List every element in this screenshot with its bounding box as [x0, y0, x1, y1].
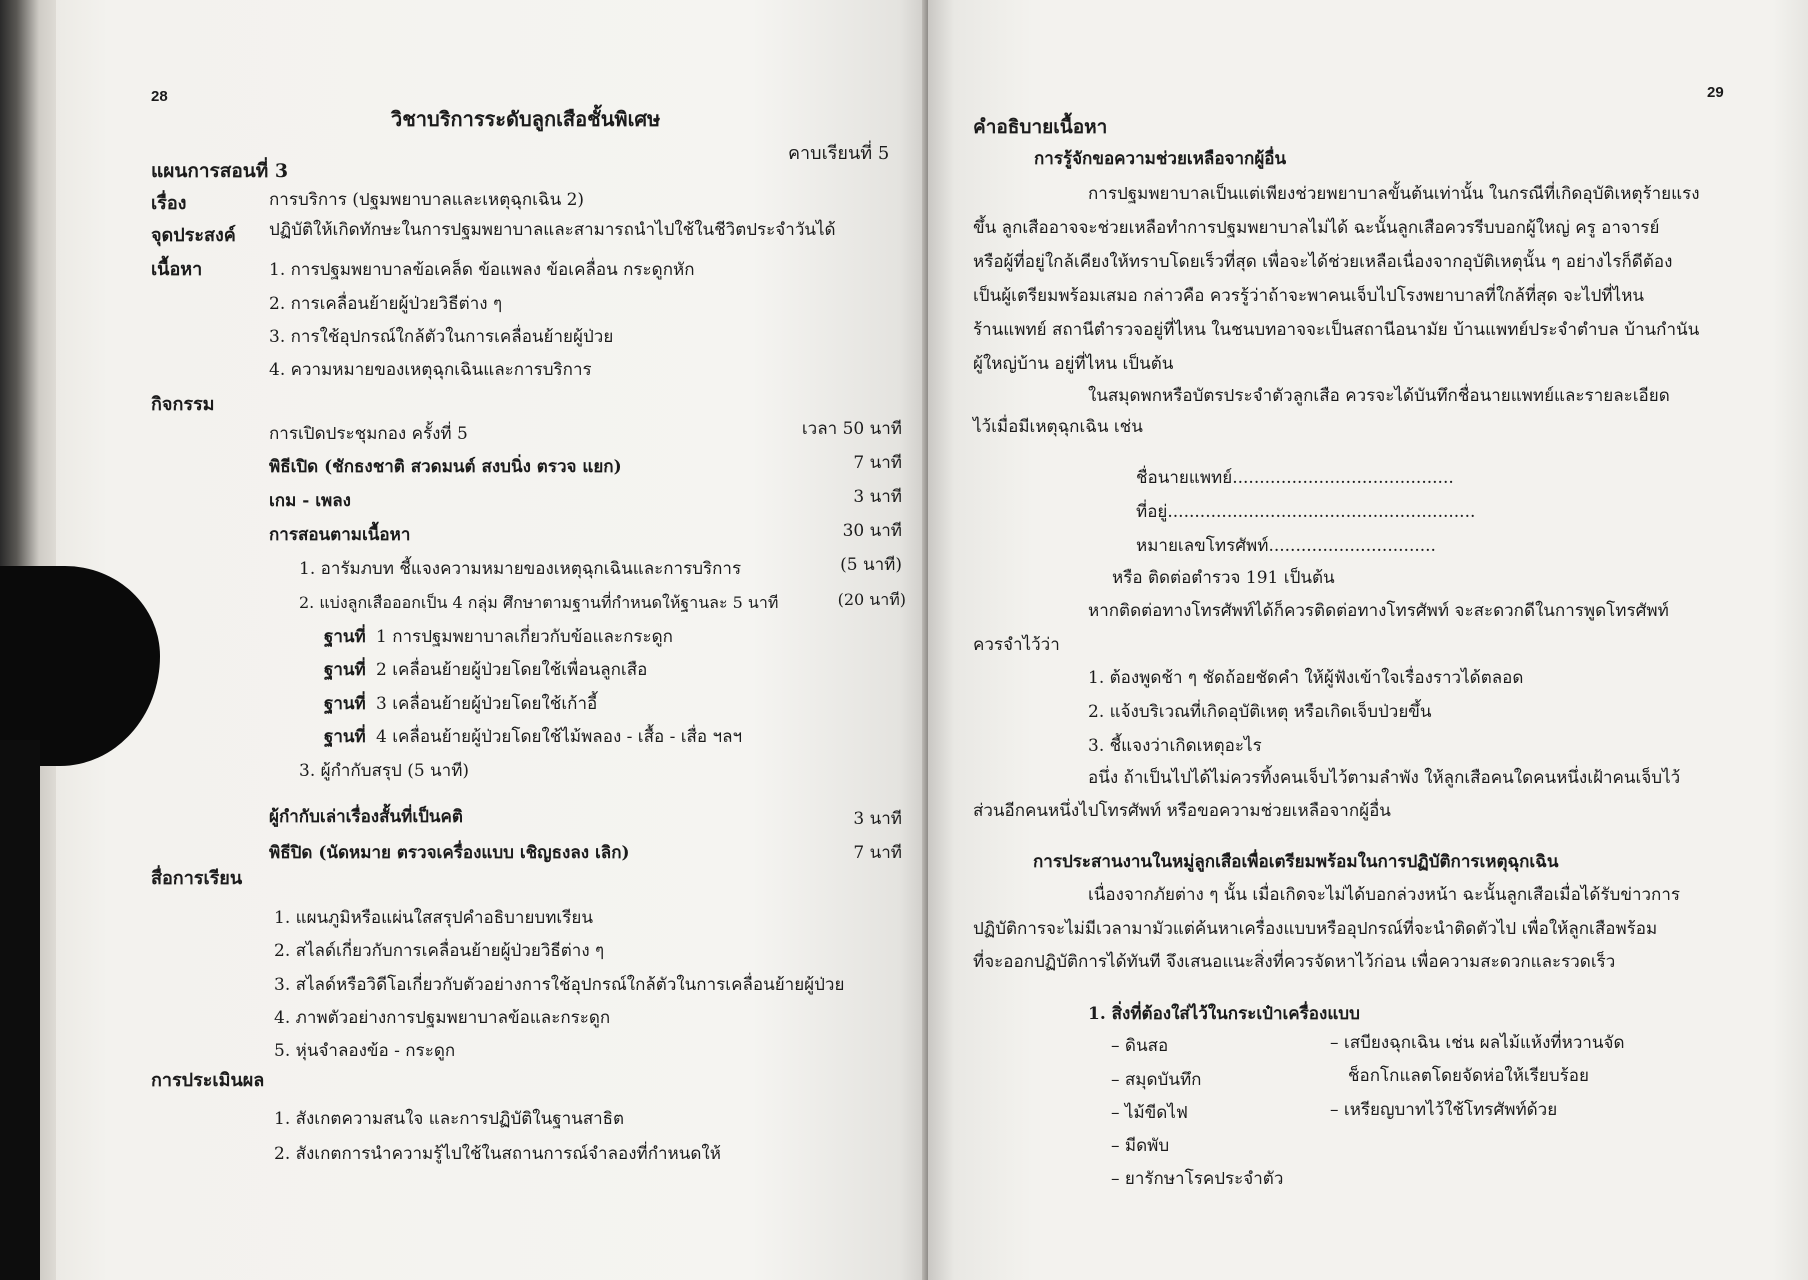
police-line: หรือ ติดต่อตำรวจ 191 เป็นต้น	[1112, 568, 1335, 588]
phone-tip: 1. ต้องพูดช้า ๆ ชัดถ้อยชัดคำ ให้ผู้ฟังเข้าใจเรื่องราวได้ตลอด	[1088, 668, 1524, 688]
paragraph-line: ที่จะออกปฏิบัติการได้ทันที จึงเสนอแนะสิ่งที่ควรจัดหาไว้ก่อน เพื่อความสะดวกและรวดเร็ว	[973, 952, 1616, 972]
activity-time: 7 นาที	[853, 453, 902, 473]
right-page	[928, 0, 1808, 1280]
section-heading: คำอธิบายเนื้อหา	[973, 116, 1108, 138]
teaching-step: 2. แบ่งลูกเสือออกเป็น 4 กลุ่ม ศึกษาตามฐานที่กำหนดให้ฐานละ 5 นาที	[299, 593, 779, 612]
paragraph-line: ขึ้น ลูกเสืออาจจะช่วยเหลือทำการปฐมพยาบาลไม่ได้ ฉะนั้นลูกเสือควรรีบบอกผู้ใหญ่ ครู อาจารย์	[973, 218, 1660, 238]
thumb-shadow-lower	[0, 740, 40, 1280]
paragraph-line: ร้านแพทย์ สถานีตำรวจอยู่ที่ไหน ในชนบทอาจจะเป็นสถานีอนามัย บ้านแพทย์ประจำตำบล บ้านกำนัน	[973, 320, 1700, 340]
station-label: ฐานที่	[324, 627, 366, 647]
page-number-left: 28	[151, 88, 168, 105]
eval-item: 2. สังเกตการนำความรู้ไปใช้ในสถานการณ์จำลองที่กำหนดให้	[274, 1144, 721, 1164]
media-item: 2. สไลด์เกี่ยวกับการเคลื่อนย้ายผู้ป่วยวิธีต่าง ๆ	[274, 941, 605, 961]
eval-label: การประเมินผล	[151, 1070, 265, 1091]
activity-time: เวลา 50 นาที	[801, 419, 902, 439]
closing-time: 7 นาที	[853, 843, 902, 863]
paragraph-line: เป็นผู้เตรียมพร้อมเสมอ กล่าวคือ ควรรู้ว่าถ้าจะพาคนเจ็บไปโรงพยาบาลที่ใกล้ที่สุด จะไปที่ไหน	[973, 286, 1645, 306]
station-text: 4 เคลื่อนย้ายผู้ป่วยโดยใช้ไม้พลอง - เสื้อ - เสื่อ ฯลฯ	[376, 727, 743, 747]
teaching-step-time: (20 นาที)	[837, 590, 906, 609]
activity-time: 3 นาที	[853, 487, 902, 507]
station-label: ฐานที่	[324, 660, 366, 680]
teaching-step: 1. อารัมภบท ชี้แจงความหมายของเหตุฉุกเฉินและการบริการ	[299, 559, 742, 579]
station-text: 3 เคลื่อนย้ายผู้ป่วยโดยใช้เก้าอี้	[376, 694, 598, 714]
phone-tip: 3. ชี้แจงว่าเกิดเหตุอะไร	[1088, 736, 1262, 756]
paragraph-line: หรือผู้ที่อยู่ใกล้เคียงให้ทราบโดยเร็วที่สุด เพื่อจะได้ช่วยเหลือเนื่องจากอุบัติเหตุนั้น ๆ อย่างไรก็ดีต้อง	[973, 252, 1673, 272]
closing-time: 3 นาที	[853, 809, 902, 829]
section-subheading: การรู้จักขอความช่วยเหลือจากผู้อื่น	[1034, 149, 1287, 169]
paragraph-line: ควรจำไว้ว่า	[973, 635, 1060, 655]
plan-label: แผนการสอนที่ 3	[151, 160, 289, 182]
media-item: 5. หุ่นจำลองข้อ - กระดูก	[274, 1041, 456, 1061]
paragraph-line: เนื่องจากภัยต่าง ๆ นั้น เมื่อเกิดจะไม่ได้บอกล่วงหน้า ฉะนั้นลูกเสือเมื่อได้รับข่าวการ	[1088, 885, 1681, 905]
left-page	[56, 0, 926, 1280]
media-item: 4. ภาพตัวอย่างการปฐมพยาบาลข้อและกระดูก	[274, 1008, 611, 1028]
phone-tip: 2. แจ้งบริเวณที่เกิดอุบัติเหตุ หรือเกิดเจ็บป่วยขึ้น	[1088, 702, 1432, 722]
paragraph-line: ไว้เมื่อมีเหตุฉุกเฉิน เช่น	[973, 417, 1143, 437]
teaching-step-time: (5 นาที)	[840, 555, 902, 575]
content-item: 1. การปฐมพยาบาลข้อเคล็ด ข้อแพลง ข้อเคลื่อน กระดูกหัก	[269, 260, 695, 280]
activity-text: การสอนตามเนื้อหา	[269, 525, 411, 545]
paragraph-line: ปฏิบัติการจะไม่มีเวลามามัวแต่ค้นหาเครื่องแบบหรืออุปกรณ์ที่จะนำติดตัวไป เพื่อให้ลูกเสือพร้อม	[973, 919, 1658, 939]
section-subheading-2: การประสานงานในหมู่ลูกเสือเพื่อเตรียมพร้อมในการปฏิบัติการเหตุฉุกเฉิน	[1033, 852, 1559, 872]
page-number-right: 29	[1707, 84, 1724, 101]
paragraph-line: ส่วนอีกคนหนึ่งไปโทรศัพท์ หรือขอความช่วยเหลือจากผู้อื่น	[973, 801, 1391, 821]
bag-item: – เสบียงฉุกเฉิน เช่น ผลไม้แห้งที่หวานจัด	[1330, 1033, 1625, 1053]
station-label: ฐานที่	[324, 727, 366, 747]
page-title-left: วิชาบริการระดับลูกเสือชั้นพิเศษ	[391, 107, 661, 131]
station-text: 1 การปฐมพยาบาลเกี่ยวกับข้อและกระดูก	[376, 627, 673, 647]
form-line: ชื่อนายแพทย์.........................................	[1136, 468, 1454, 488]
activity-text: พิธีเปิด (ชักธงชาติ สวดมนต์ สงบนิ่ง ตรวจ แยก)	[269, 457, 622, 477]
paragraph-line: ในสมุดพกหรือบัตรประจำตัวลูกเสือ ควรจะได้บันทึกชื่อนายแพทย์และรายละเอียด	[1088, 386, 1670, 406]
closing-text: พิธีปิด (นัดหมาย ตรวจเครื่องแบบ เชิญธงลง เลิก)	[269, 843, 630, 863]
station-text: 2 เคลื่อนย้ายผู้ป่วยโดยใช้เพื่อนลูกเสือ	[376, 660, 648, 680]
bag-item: – ไม้ขีดไฟ	[1111, 1103, 1188, 1123]
activities-label: กิจกรรม	[151, 394, 215, 415]
bag-item-continued: ช็อกโกแลตโดยจัดห่อให้เรียบร้อย	[1348, 1066, 1589, 1086]
content-item: 2. การเคลื่อนย้ายผู้ป่วยวิธีต่าง ๆ	[269, 294, 503, 314]
form-line: หมายเลขโทรศัพท์...............................	[1136, 536, 1436, 556]
bag-item: – มีดพับ	[1111, 1136, 1170, 1156]
content-item: 3. การใช้อุปกรณ์ใกล้ตัวในการเคลื่อนย้ายผู้ป่วย	[269, 327, 614, 347]
station-label: ฐานที่	[324, 694, 366, 714]
media-label: สื่อการเรียน	[151, 868, 243, 889]
summary-step: 3. ผู้กำกับสรุป (5 นาที)	[299, 761, 470, 781]
subject-label: เรื่อง	[151, 193, 187, 214]
objective-value: ปฏิบัติให้เกิดทักษะในการปฐมพยาบาลและสามารถนำไปใช้ในชีวิตประจำวันได้	[269, 220, 836, 240]
media-item: 1. แผนภูมิหรือแผ่นใสสรุปคำอธิบายบทเรียน	[274, 908, 593, 928]
eval-item: 1. สังเกตความสนใจ และการปฏิบัติในฐานสาธิต	[274, 1109, 625, 1129]
paragraph-line: หากติดต่อทางโทรศัพท์ได้ก็ควรติดต่อทางโทรศัพท์ จะสะดวกดีในการพูดโทรศัพท์	[1088, 601, 1669, 621]
paragraph-line: ผู้ใหญ่บ้าน อยู่ที่ไหน เป็นต้น	[973, 354, 1174, 374]
paragraph-line: อนึ่ง ถ้าเป็นไปได้ไม่ควรทิ้งคนเจ็บไว้ตามลำพัง ให้ลูกเสือคนใดคนหนึ่งเฝ้าคนเจ็บไว้	[1088, 768, 1681, 788]
activity-text: เกม - เพลง	[269, 491, 351, 511]
bag-item: – ดินสอ	[1111, 1036, 1169, 1056]
bag-item: – เหรียญบาทไว้ใช้โทรศัพท์ด้วย	[1330, 1100, 1558, 1120]
bag-item: – ยารักษาโรคประจำตัว	[1111, 1169, 1284, 1189]
bag-item: – สมุดบันทึก	[1111, 1070, 1202, 1090]
activity-text: การเปิดประชุมกอง ครั้งที่ 5	[269, 424, 468, 444]
closing-text: ผู้กำกับเล่าเรื่องสั้นที่เป็นคติ	[269, 807, 463, 827]
objective-label: จุดประสงค์	[151, 225, 236, 246]
content-label: เนื้อหา	[151, 259, 203, 280]
content-item: 4. ความหมายของเหตุฉุกเฉินและการบริการ	[269, 360, 592, 380]
paragraph-line: การปฐมพยาบาลเป็นแต่เพียงช่วยพยาบาลขั้นต้นเท่านั้น ในกรณีที่เกิดอุบัติเหตุร้ายแรง	[1088, 184, 1700, 204]
bag-heading: 1. สิ่งที่ต้องใส่ไว้ในกระเป๋าเครื่องแบบ	[1088, 1004, 1360, 1024]
subject-value: การบริการ (ปฐมพยาบาลและเหตุฉุกเฉิน 2)	[269, 190, 585, 210]
form-line: ที่อยู่.........................................................	[1136, 502, 1476, 522]
period-label: คาบเรียนที่ 5	[788, 143, 890, 164]
media-item: 3. สไลด์หรือวิดีโอเกี่ยวกับตัวอย่างการใช้อุปกรณ์ใกล้ตัวในการเคลื่อนย้ายผู้ป่วย	[274, 975, 845, 995]
activity-time: 30 นาที	[842, 521, 902, 541]
